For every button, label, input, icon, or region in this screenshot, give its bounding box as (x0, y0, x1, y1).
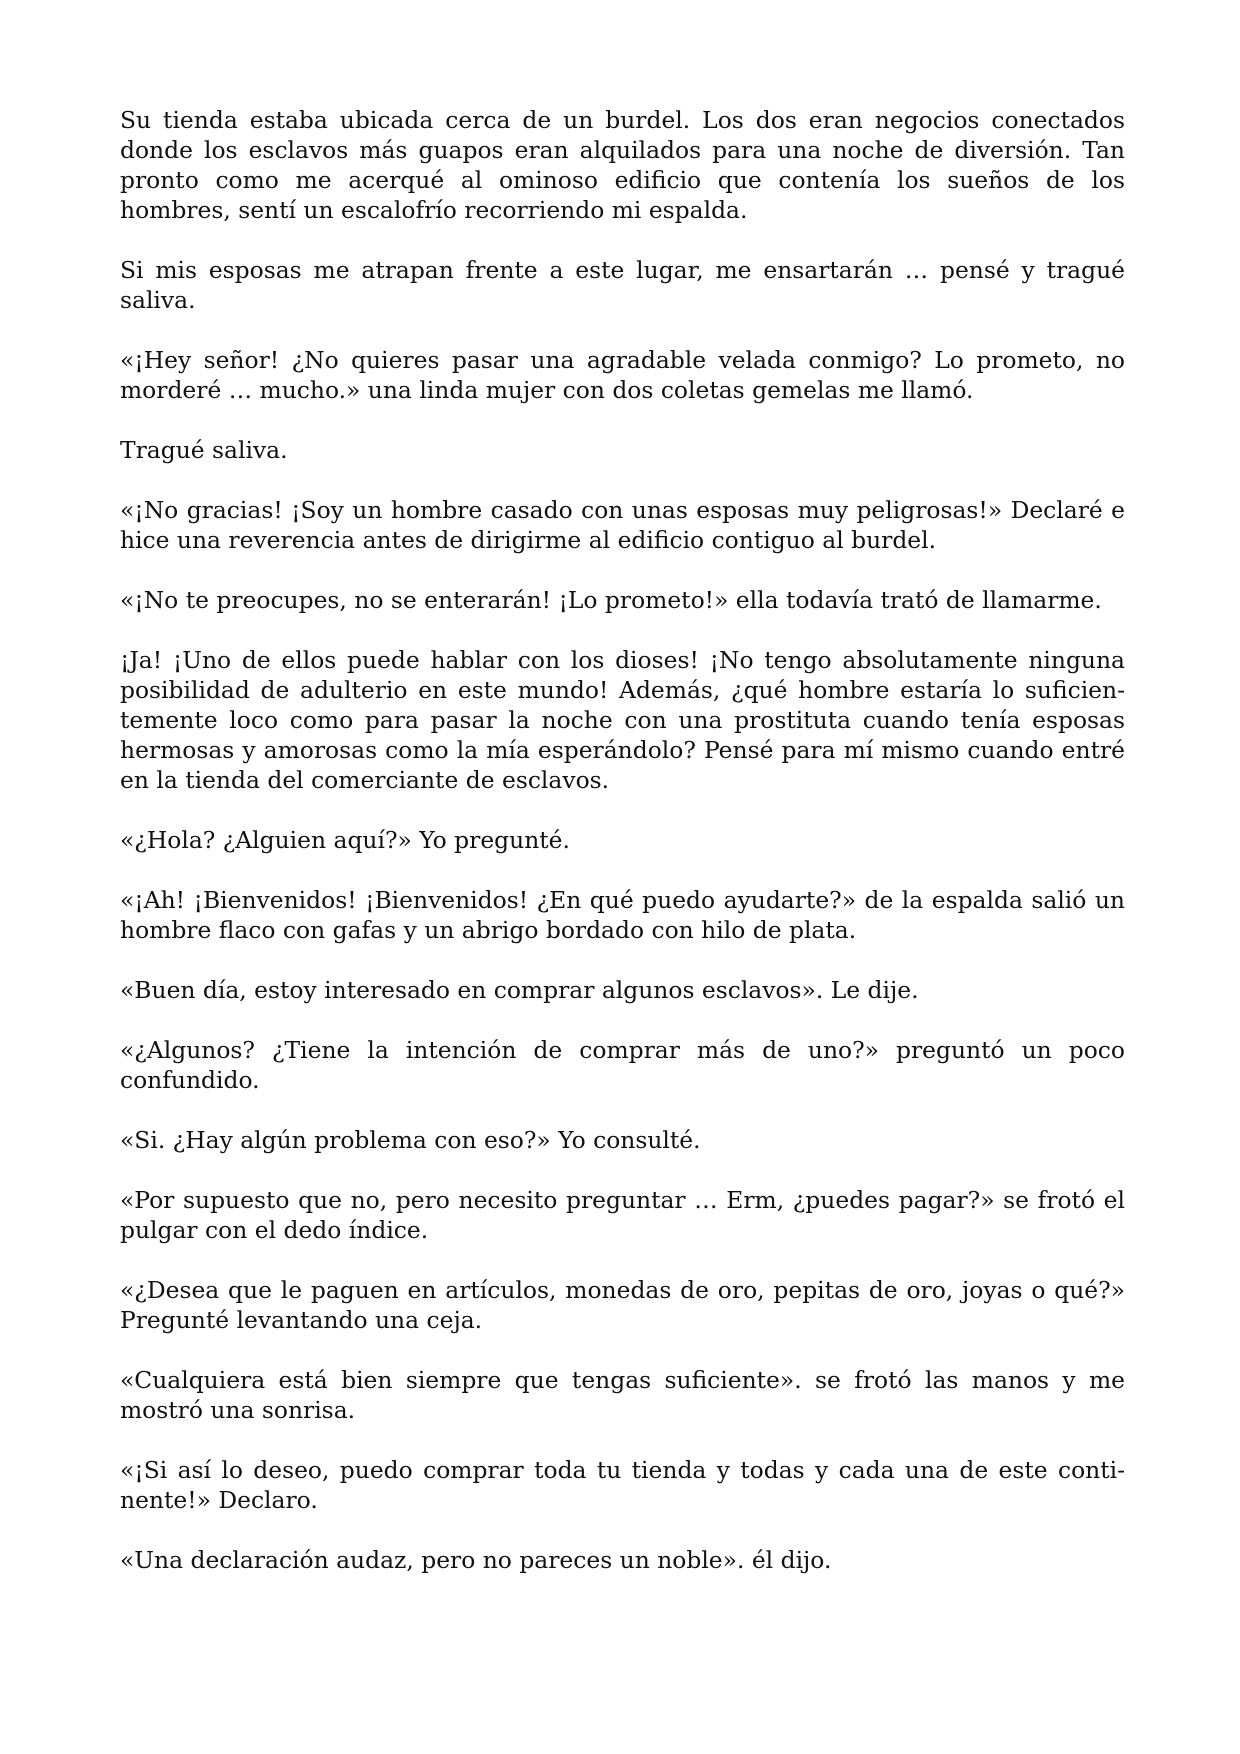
paragraph: Si mis esposas me atrapan frente a este lugar, me ensartarán … pensé y tragué saliva. (120, 256, 1125, 314)
paragraph: ¡Ja! ¡Uno de ellos puede hablar con los dioses! ¡No tengo absolutamente ninguna posibilidad de adulterio en este mundo! Además, ¿qué hombre estaría lo suficientemente loco como para pasar la noche con una prostituta cuando tenía esposas hermosas y amorosas como la mía esperándolo? Pensé para mí mismo cuando entré en la tienda del comerciante de esclavos. (120, 646, 1125, 794)
paragraph: «¡Hey señor! ¿No quieres pasar una agradable velada conmigo? Lo prometo, no morderé … mucho.» una linda mujer con dos coletas gemelas me llamó. (120, 346, 1125, 404)
paragraph: Tragué saliva. (120, 436, 288, 464)
paragraph: «¿Desea que le paguen en artículos, monedas de oro, pepitas de oro, joyas o qué?» Pregunté levantando una ceja. (120, 1276, 1125, 1334)
paragraph: «¡Ah! ¡Bienvenidos! ¡Bienvenidos! ¿En qué puedo ayudarte?» de la espalda salió un hombre flaco con gafas y un abrigo bordado con hilo de plata. (120, 886, 1125, 944)
paragraph: «¿Hola? ¿Alguien aquí?» Yo pregunté. (120, 826, 570, 854)
paragraph: «Por supuesto que no, pero necesito preguntar … Erm, ¿puedes pagar?» se frotó el pulgar con el dedo índice. (120, 1186, 1125, 1244)
paragraph: Su tienda estaba ubicada cerca de un burdel. Los dos eran negocios conectados donde los esclavos más guapos eran alquilados para una noche de diversión. Tan pronto como me acerqué al ominoso edificio que contenía los sueños de los hombres, sentí un escalofrío recorriendo mi espalda. (120, 106, 1125, 224)
paragraph: «¡Si así lo deseo, puedo comprar toda tu tienda y todas y cada una de este continente!» Declaro. (120, 1456, 1125, 1514)
paragraph: «Buen día, estoy interesado en comprar algunos esclavos». Le dije. (120, 976, 919, 1004)
paragraph: «¿Algunos? ¿Tiene la intención de comprar más de uno?» preguntó un poco confundido. (120, 1036, 1125, 1094)
document-page (120, 105, 1125, 1605)
paragraph: «Si. ¿Hay algún problema con eso?» Yo consulté. (120, 1126, 701, 1154)
paragraph: «Cualquiera está bien siempre que tengas suficiente». se frotó las manos y me mostró una sonrisa. (120, 1366, 1125, 1424)
paragraph: «Una declaración audaz, pero no pareces un noble». él dijo. (120, 1546, 832, 1574)
paragraph: «¡No gracias! ¡Soy un hombre casado con unas esposas muy peligrosas!» Declaré e hice una reverencia antes de dirigirme al edificio contiguo al burdel. (120, 496, 1125, 554)
paragraph: «¡No te preocupes, no se enterarán! ¡Lo prometo!» ella todavía trató de llamarme. (120, 586, 1102, 614)
